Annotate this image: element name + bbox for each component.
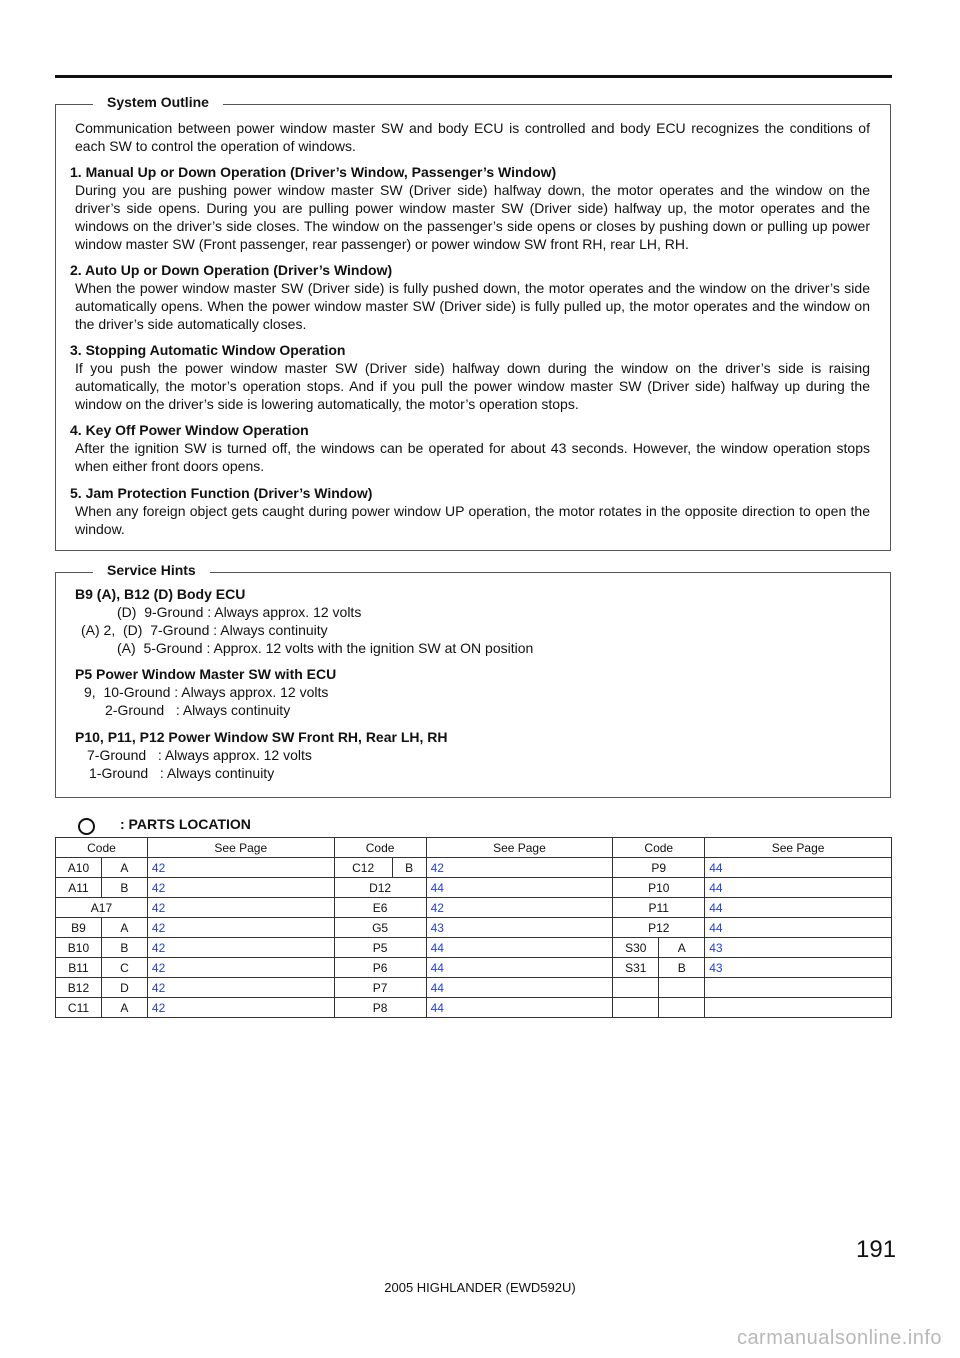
outline-section-1 bbox=[56, 163, 870, 253]
outline-section-4 bbox=[56, 421, 870, 475]
code-cell: A11 bbox=[56, 878, 102, 898]
see-page-link[interactable]: 42 bbox=[426, 858, 613, 878]
code-cell: C11 bbox=[56, 998, 102, 1018]
table-row bbox=[56, 958, 892, 978]
code-cell: P9 bbox=[613, 858, 705, 878]
code-cell: B11 bbox=[56, 958, 102, 978]
code-cell: A17 bbox=[56, 898, 148, 918]
section-body: During you are pushing power window master SW (Driver side) halfway down, the motor operates and the window on the driver’s side opens. During you are pulling power window master SW (Driver side) halfway up, the motor operates and the windows on the driver’s side closes. The window on the passenger’s side opens or closes by pushing down or pulling up power window master SW (Front passenger, rear passenger) or power window SW front RH, rear LH, RH. bbox=[75, 182, 870, 252]
see-page-link[interactable]: 42 bbox=[147, 898, 334, 918]
column-header: Code bbox=[56, 838, 148, 858]
code-cell: P7 bbox=[334, 978, 426, 998]
service-hints-box bbox=[55, 562, 891, 798]
code-cell: A10 bbox=[56, 858, 102, 878]
see-page-link[interactable]: 42 bbox=[426, 898, 613, 918]
code-cell: P5 bbox=[334, 938, 426, 958]
see-page-link[interactable]: 44 bbox=[426, 998, 613, 1018]
hint-line: 2-Ground : Always continuity bbox=[105, 702, 291, 718]
service-hints-title: Service Hints bbox=[93, 562, 210, 578]
code-cell: G5 bbox=[334, 918, 426, 938]
outline-section-5 bbox=[56, 484, 870, 538]
hint-line: (D) 9-Ground : Always approx. 12 volts bbox=[117, 604, 362, 620]
code-cell: B12 bbox=[56, 978, 102, 998]
see-page-link[interactable]: 42 bbox=[147, 858, 334, 878]
see-page-link[interactable]: 43 bbox=[705, 938, 892, 958]
hint-group-window-sw bbox=[75, 728, 448, 782]
code-suffix-cell: A bbox=[101, 998, 147, 1018]
table-row bbox=[56, 898, 892, 918]
see-page-link[interactable]: 44 bbox=[426, 958, 613, 978]
footer-title: 2005 HIGHLANDER (EWD592U) bbox=[384, 1280, 576, 1295]
see-page-link[interactable]: 42 bbox=[147, 878, 334, 898]
column-header: See Page bbox=[705, 838, 892, 858]
circle-icon bbox=[78, 818, 95, 835]
column-header: Code bbox=[613, 838, 705, 858]
section-heading: 3. Stopping Automatic Window Operation bbox=[70, 342, 346, 358]
code-suffix-cell: A bbox=[101, 858, 147, 878]
code-suffix-cell bbox=[659, 978, 705, 998]
see-page-link[interactable]: 44 bbox=[426, 878, 613, 898]
see-page-link[interactable]: 42 bbox=[147, 958, 334, 978]
hint-group-body-ecu bbox=[75, 585, 533, 657]
code-suffix-cell: A bbox=[659, 938, 705, 958]
table-row bbox=[56, 938, 892, 958]
see-page-link[interactable]: 43 bbox=[705, 958, 892, 978]
hint-heading: P10, P11, P12 Power Window SW Front RH, Rear LH, RH bbox=[75, 729, 448, 745]
page-number: 191 bbox=[856, 1236, 897, 1263]
hint-heading: P5 Power Window Master SW with ECU bbox=[75, 666, 337, 682]
system-outline-intro: Communication between power window master SW and body ECU is controlled and body ECU recognizes the conditions of each SW to control the operation of windows. bbox=[75, 120, 870, 154]
code-suffix-cell: C bbox=[101, 958, 147, 978]
section-heading: 5. Jam Protection Function (Driver’s Window) bbox=[70, 485, 373, 501]
hint-heading: B9 (A), B12 (D) Body ECU bbox=[75, 586, 246, 602]
code-suffix-cell bbox=[659, 998, 705, 1018]
see-page-link[interactable]: 44 bbox=[426, 978, 613, 998]
table-row bbox=[56, 998, 892, 1018]
code-suffix-cell: B bbox=[659, 958, 705, 978]
section-body: If you push the power window master SW (Driver side) halfway down during the window on the driver’s side is raising automatically, the motor’s operation stops. And if you pull the power window master SW (Driver side) halfway up during the window on the driver’s side is lowering automatically, the motor’s operation stops. bbox=[75, 360, 870, 412]
column-header: See Page bbox=[426, 838, 613, 858]
hint-line: 9, 10-Ground : Always approx. 12 volts bbox=[84, 684, 329, 700]
code-cell: B10 bbox=[56, 938, 102, 958]
see-page-link[interactable]: 43 bbox=[426, 918, 613, 938]
see-page-link[interactable]: 44 bbox=[705, 918, 892, 938]
code-cell: S30 bbox=[613, 938, 659, 958]
parts-location-table bbox=[55, 837, 892, 1018]
hint-line: (A) 2, (D) 7-Ground : Always continuity bbox=[81, 622, 328, 638]
code-cell: P6 bbox=[334, 958, 426, 978]
table-row bbox=[56, 858, 892, 878]
table-row bbox=[56, 878, 892, 898]
table-row bbox=[56, 918, 892, 938]
code-suffix-cell: B bbox=[101, 938, 147, 958]
code-cell: P10 bbox=[613, 878, 705, 898]
see-page-link bbox=[705, 998, 892, 1018]
see-page-link[interactable]: 44 bbox=[705, 898, 892, 918]
watermark: carmanualsonline.info bbox=[736, 1327, 942, 1349]
hint-line: 1-Ground : Always continuity bbox=[89, 765, 275, 781]
see-page-link[interactable]: 42 bbox=[147, 918, 334, 938]
code-cell: P8 bbox=[334, 998, 426, 1018]
section-heading: 1. Manual Up or Down Operation (Driver’s Window, Passenger’s Window) bbox=[70, 164, 557, 180]
code-cell: S31 bbox=[613, 958, 659, 978]
outline-section-3 bbox=[56, 341, 870, 413]
see-page-link[interactable]: 44 bbox=[705, 858, 892, 878]
outline-section-2 bbox=[56, 261, 870, 333]
section-body: When any foreign object gets caught during power window UP operation, the motor rotates in the opposite direction to open the window. bbox=[75, 503, 870, 537]
code-cell: C12 bbox=[334, 858, 392, 878]
system-outline-title: System Outline bbox=[93, 94, 223, 110]
code-cell: P11 bbox=[613, 898, 705, 918]
code-suffix-cell: B bbox=[101, 878, 147, 898]
see-page-link[interactable]: 42 bbox=[147, 978, 334, 998]
column-header: See Page bbox=[147, 838, 334, 858]
code-cell: E6 bbox=[334, 898, 426, 918]
column-header: Code bbox=[334, 838, 426, 858]
code-suffix-cell: D bbox=[101, 978, 147, 998]
parts-location-heading bbox=[78, 812, 251, 835]
hint-line: (A) 5-Ground : Approx. 12 volts with the ignition SW at ON position bbox=[117, 640, 534, 656]
hint-group-master-sw bbox=[75, 665, 336, 719]
section-body: When the power window master SW (Driver side) is fully pushed down, the motor operates and the window on the driver’s side automatically opens. When the power window master SW (Driver side) is fully pulled up, the motor operates and the window on the driver’s side automatically closes. bbox=[75, 280, 870, 332]
code-suffix-cell: A bbox=[101, 918, 147, 938]
see-page-link[interactable]: 42 bbox=[147, 998, 334, 1018]
see-page-link[interactable]: 44 bbox=[705, 878, 892, 898]
see-page-link[interactable]: 42 bbox=[147, 938, 334, 958]
code-suffix-cell: B bbox=[392, 858, 426, 878]
section-heading: 2. Auto Up or Down Operation (Driver’s Window) bbox=[70, 262, 393, 278]
code-cell bbox=[613, 978, 659, 998]
code-cell: D12 bbox=[334, 878, 426, 898]
section-body: After the ignition SW is turned off, the windows can be operated for about 43 seconds. However, the window operation stops when either front doors opens. bbox=[75, 440, 870, 474]
system-outline-box bbox=[55, 94, 891, 551]
see-page-link bbox=[705, 978, 892, 998]
section-heading: 4. Key Off Power Window Operation bbox=[70, 422, 309, 438]
code-cell bbox=[613, 998, 659, 1018]
top-rule bbox=[55, 75, 892, 78]
see-page-link[interactable]: 44 bbox=[426, 938, 613, 958]
table-row bbox=[56, 978, 892, 998]
code-cell: B9 bbox=[56, 918, 102, 938]
hint-line: 7-Ground : Always approx. 12 volts bbox=[87, 747, 312, 763]
code-cell: P12 bbox=[613, 918, 705, 938]
table-header-row bbox=[56, 838, 892, 858]
parts-location-title: : PARTS LOCATION bbox=[120, 815, 251, 832]
